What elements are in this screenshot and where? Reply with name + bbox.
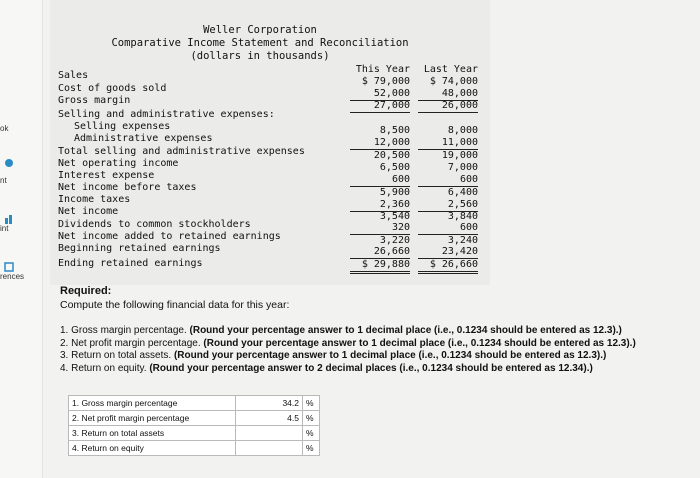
row-label: Administrative expenses [74,133,213,144]
company-name: Weller Corporation [203,24,317,36]
row-label: Net operating income [58,158,179,169]
row-this-year: 600 [350,174,410,187]
row-this-year: 8,500 [379,125,410,136]
sidebar-item-chart[interactable] [0,214,40,233]
row-this-year: 320 [350,222,410,235]
sidebar-item-print[interactable] [0,176,40,185]
chart-icon [4,214,14,224]
row-label: Cost of goods sold [58,83,167,94]
instruction-item: 1. Gross margin percentage. (Round your percentage answer to 1 decimal place (i.e., 0.1234 should be entered as 12.3).) [60,325,622,336]
row-this-year: $ 79,000 [361,76,410,87]
row-last-year: 600 [418,174,478,187]
col-header-this-year: This Year [355,64,410,75]
income-statement [50,0,490,285]
sidebar-item-label: rences [0,272,25,281]
answer-input-net-profit-margin[interactable]: 4.5 [236,411,303,426]
row-last-year: 6,400 [447,187,478,198]
instructions-list [60,325,636,375]
row-last-year: 26,000 [418,100,478,113]
row-this-year: 20,500 [373,150,410,161]
row-last-year: 7,000 [447,162,478,173]
statement-title: Comparative Income Statement and Reconciliation [111,37,409,49]
row-label: Beginning retained earnings [58,243,221,254]
answer-input-return-on-assets[interactable] [236,426,303,441]
pin-icon [4,158,14,168]
answer-unit: % [303,426,320,441]
row-this-year: 3,220 [379,235,410,246]
required-title: Required: [60,285,112,297]
answer-label: 2. Net profit margin percentage [69,411,236,426]
answer-label: 4. Return on equity [69,441,236,456]
row-label: Selling and administrative expenses: [58,109,275,120]
answer-unit: % [303,441,320,456]
row-this-year: 12,000 [350,137,410,150]
row-label: Sales [58,70,89,81]
row-this-year: 27,000 [350,100,410,113]
sidebar-item-label: ok [0,124,9,133]
table-row [69,441,320,456]
row-label: Interest expense [58,170,155,181]
row-label: Income taxes [58,194,131,205]
table-row [69,411,320,426]
sidebar-item-references[interactable] [0,262,40,281]
row-label: Net income before taxes [58,182,197,193]
statement-units: (dollars in thousands) [190,50,330,62]
row-label: Gross margin [58,95,131,106]
row-last-year: 48,000 [418,88,478,101]
references-icon [4,262,14,272]
sidebar-item-label: nt [0,176,7,185]
row-last-year: $ 26,660 [418,259,478,274]
answer-label: 3. Return on total assets [69,426,236,441]
row-label: Ending retained earnings [58,258,203,269]
row-last-year: 19,000 [441,150,478,161]
instruction-item: 2. Net profit margin percentage. (Round your percentage answer to 1 decimal place (i.e., 0.1234 should be entered as 12.3).) [60,337,636,349]
answer-label: 1. Gross margin percentage [69,396,236,411]
instruction-item: 4. Return on equity. (Round your percentage answer to 2 decimal places (i.e., 0.1234 should be entered as 12.34).) [60,362,593,374]
row-last-year: 8,000 [447,125,478,136]
row-last-year: 600 [418,222,478,235]
row-last-year: $ 74,000 [429,76,478,87]
row-last-year: 3,840 [447,211,478,222]
sidebar-item-label: int [0,224,9,233]
sidebar [0,0,43,478]
row-this-year: 2,360 [350,199,410,212]
table-row [69,426,320,441]
answer-input-gross-margin[interactable]: 34.2 [236,396,303,411]
row-label: Total selling and administrative expenses [58,146,305,157]
answer-unit: % [303,411,320,426]
row-this-year: $ 29,880 [350,259,410,274]
instruction-item: 3. Return on total assets. (Round your percentage answer to 1 decimal place (i.e., 0.1234 should be entered as 12.3).) [60,350,607,361]
row-label: Net income added to retained earnings [58,231,281,242]
required-text: Compute the following financial data for this year: [60,299,290,311]
sidebar-item-pin[interactable] [0,158,40,168]
row-this-year: 3,540 [379,211,410,222]
row-last-year: 2,560 [418,199,478,212]
row-label: Selling expenses [74,121,171,132]
row-this-year: 5,900 [379,187,410,198]
answer-input-return-on-equity[interactable] [236,441,303,456]
row-this-year: 26,660 [350,246,410,259]
row-last-year: 3,240 [447,235,478,246]
col-header-last-year: Last Year [423,64,478,75]
answer-table [68,395,320,456]
table-row [69,396,320,411]
row-last-year: 11,000 [418,137,478,150]
row-this-year: 6,500 [379,162,410,173]
row-label: Dividends to common stockholders [58,219,251,230]
row-last-year: 23,420 [418,246,478,259]
answer-unit: % [303,396,320,411]
row-this-year: 52,000 [350,88,410,101]
row-label: Net income [58,206,119,217]
sidebar-item-book[interactable] [0,124,40,133]
